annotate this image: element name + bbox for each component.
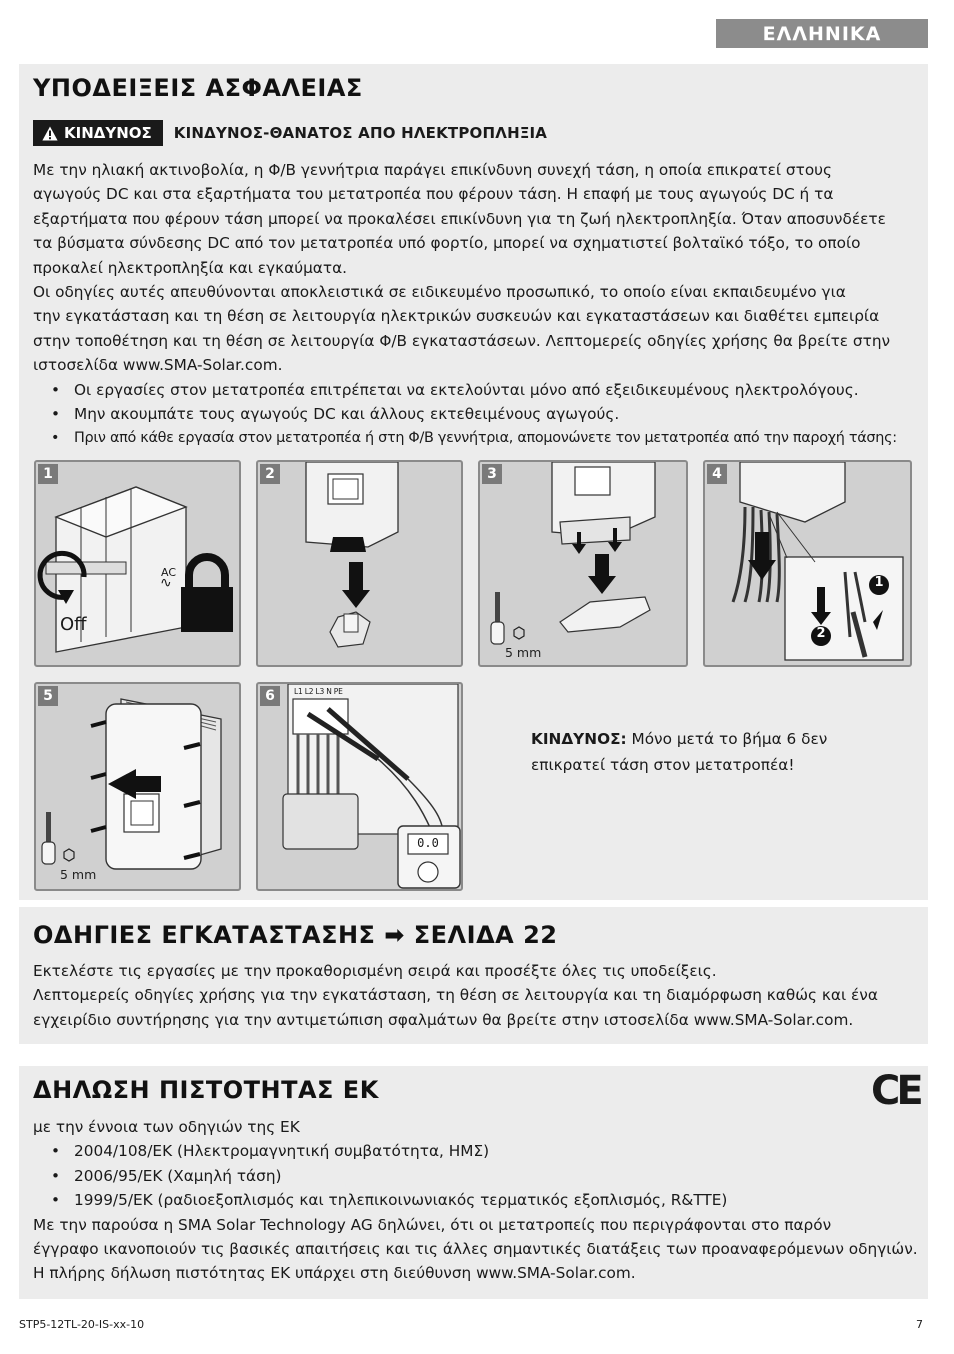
page-number: 7 — [916, 1318, 923, 1331]
text-line: Με την ηλιακή ακτινοβολία, η Φ/Β γεννήτρια παράγει επικίνδυνη συνεχή τάση, η οποία επικρατεί στους — [33, 161, 833, 179]
danger-note-text: επικρατεί τάση στον μετατροπέα! — [531, 756, 795, 774]
dc-disconnect-illustration — [258, 462, 461, 665]
safety-title: ΥΠΟΔΕΙΞΕΙΣ ΑΣΦΑΛΕΙΑΣ — [33, 74, 363, 102]
declaration-section — [19, 1066, 928, 1299]
text-line: την εγκατάσταση και τη θέση σε λειτουργία ηλεκτρικών συσκευών και εγκαταστάσεων και διαθέτει εμπειρία — [33, 307, 880, 326]
text-line: Με την παρούσα η SMA Solar Technology AG δηλώνει, ότι οι μετατροπείς που περιγράφονται στο παρόν — [33, 1215, 832, 1234]
sine-icon: ∿ — [160, 575, 172, 591]
danger-badge-label: ΚΙΝΔΥΝΟΣ — [64, 124, 152, 142]
step-number: 3 — [482, 464, 502, 484]
document-code: STP5-12TL-20-IS-xx-10 — [19, 1318, 145, 1331]
size-label: 5 mm — [60, 867, 97, 882]
ac-label: AC — [161, 566, 177, 579]
install-body — [33, 959, 878, 1032]
text-line: Οι οδηγίες αυτές απευθύνονται αποκλειστικά σε ειδικευμένο προσωπικό, το οποίο είναι εκπαιδευμένο για — [33, 283, 846, 302]
install-title: ΟΔΗΓΙΕΣ ΕΓΚΑΤΑΣΤΑΣΗΣ ➡ ΣΕΛΙΔΑ 22 — [33, 921, 558, 949]
list-item: • 2004/108/ΕΚ (Ηλεκτρομαγνητική συμβατότητα, ΗΜΣ) — [33, 1139, 918, 1163]
text-line: Εκτελέστε τις εργασίες με την προκαθορισμένη σειρά και προσέξτε όλες τις υποδείξεις. — [33, 962, 717, 980]
text-line: στην τοποθέτηση και τη θέση σε λειτουργία Φ/Β εγκαταστάσεων. Λεπτομερείς οδηγίες χρήσης θα βρείτε στην — [33, 331, 891, 350]
list-item: • 2006/95/ΕΚ (Χαμηλή τάση) — [33, 1164, 918, 1188]
size-label: 5 mm — [505, 645, 542, 660]
safety-body — [33, 158, 897, 451]
step-3-panel — [478, 460, 688, 667]
callout-1: 1 — [874, 575, 884, 590]
remove-lid-illustration — [36, 684, 239, 889]
warning-triangle-icon — [42, 126, 58, 141]
list-item: • Πριν από κάθε εργασία στον μετατροπέα ή στη Φ/Β γεννήτρια, απομονώνετε τον μετατροπέα από την παροχή τάσης: — [33, 426, 897, 450]
declaration-body — [33, 1115, 918, 1286]
step-4-panel — [703, 460, 912, 667]
danger-note — [531, 726, 827, 778]
declaration-bullets — [33, 1139, 918, 1212]
step-number: 4 — [707, 464, 727, 484]
language-tab: ΕΛΛΗΝΙΚΑ — [716, 19, 928, 48]
safety-section — [19, 64, 928, 900]
meter-display: 0.0 — [417, 836, 439, 850]
list-item: • Οι εργασίες στον μετατροπέα επιτρέπεται να εκτελούνται μόνο από εξειδικευμένους ηλεκτρολόγους. — [33, 378, 897, 402]
step-6-panel — [256, 682, 463, 891]
terminal-labels: L1 L2 L3 N PE — [294, 687, 343, 696]
step-5-panel — [34, 682, 241, 891]
callout-2: 2 — [816, 626, 826, 641]
text-line: τα βύσματα σύνδεσης DC από τον μετατροπέα υπό φορτίο, μπορεί να σχηματιστεί βολταϊκό τόξο, το οποίο — [33, 234, 861, 253]
step-2-panel — [256, 460, 463, 667]
danger-title: ΚΙΝΔΥΝΟΣ-ΘΑΝΑΤΟΣ ΑΠΟ ΗΛΕΚΤΡΟΠΛΗΞΙΑ — [173, 124, 548, 142]
text-line: έγγραφο ικανοποιούν τις βασικές απαιτήσεις και τις άλλες σημαντικές διατάξεις των προαναφερόμενων οδηγιών. — [33, 1240, 918, 1259]
text-line: αγωγούς DC και στα εξαρτήματα του μετατροπέα που φέρουν τάση. Η επαφή με τους αγωγούς DC ή τα — [33, 185, 834, 204]
step-number: 6 — [260, 686, 280, 706]
remove-cover-illustration — [480, 462, 686, 665]
step-number: 1 — [38, 464, 58, 484]
text-line: ιστοσελίδα www.SMA-Solar.com. — [33, 356, 283, 375]
danger-badge — [33, 120, 163, 146]
safety-bullets — [33, 378, 897, 451]
danger-header — [33, 120, 547, 146]
text-line: εξαρτήματα που φέρουν τάση μπορεί να προκαλέσει επικίνδυνη για τη ζωή ηλεκτροπληξία. Όταν αποσυνδέετε — [33, 209, 886, 228]
step-number: 2 — [260, 464, 280, 484]
ce-mark-icon: CE — [871, 1068, 920, 1114]
step-number: 5 — [38, 686, 58, 706]
text-line: προκαλεί ηλεκτροπληξία και εγκαύματα. — [33, 258, 348, 277]
text-line: Η πλήρης δήλωση πιστότητας ΕΚ υπάρχει στη διεύθυνση www.SMA-Solar.com. — [33, 1264, 636, 1283]
off-label: Off — [60, 614, 87, 635]
install-section — [19, 907, 928, 1044]
declaration-title: ΔΗΛΩΣΗ ΠΙΣΤΟΤΗΤΑΣ ΕΚ — [33, 1076, 379, 1104]
text-line: Λεπτομερείς οδηγίες χρήσης για την εγκατάσταση, τη θέση σε λειτουργία και τη διαμόρφωση καθώς και ένα — [33, 986, 878, 1005]
text-line: εγχειρίδιο συντήρησης για την αντιμετώπιση σφαλμάτων θα βρείτε στην ιστοσελίδα www.SMA-Solar.com. — [33, 1010, 854, 1029]
dc-connector-removal-illustration — [705, 462, 910, 665]
list-item: • 1999/5/ΕΚ (ραδιοεξοπλισμός και τηλεπικοινωνιακός τερματικός εξοπλισμός, R&TTE) — [33, 1188, 918, 1212]
danger-note-text: Μόνο μετά το βήμα 6 δεν — [626, 730, 828, 748]
list-item: • Μην ακουμπάτε τους αγωγούς DC και άλλους εκτεθειμένους αγωγούς. — [33, 402, 897, 426]
danger-note-label: ΚΙΝΔΥΝΟΣ: — [531, 730, 627, 748]
step-1-panel — [34, 460, 241, 667]
text-line: με την έννοια των οδηγιών της ΕΚ — [33, 1118, 300, 1136]
voltage-measurement-illustration — [258, 684, 461, 889]
